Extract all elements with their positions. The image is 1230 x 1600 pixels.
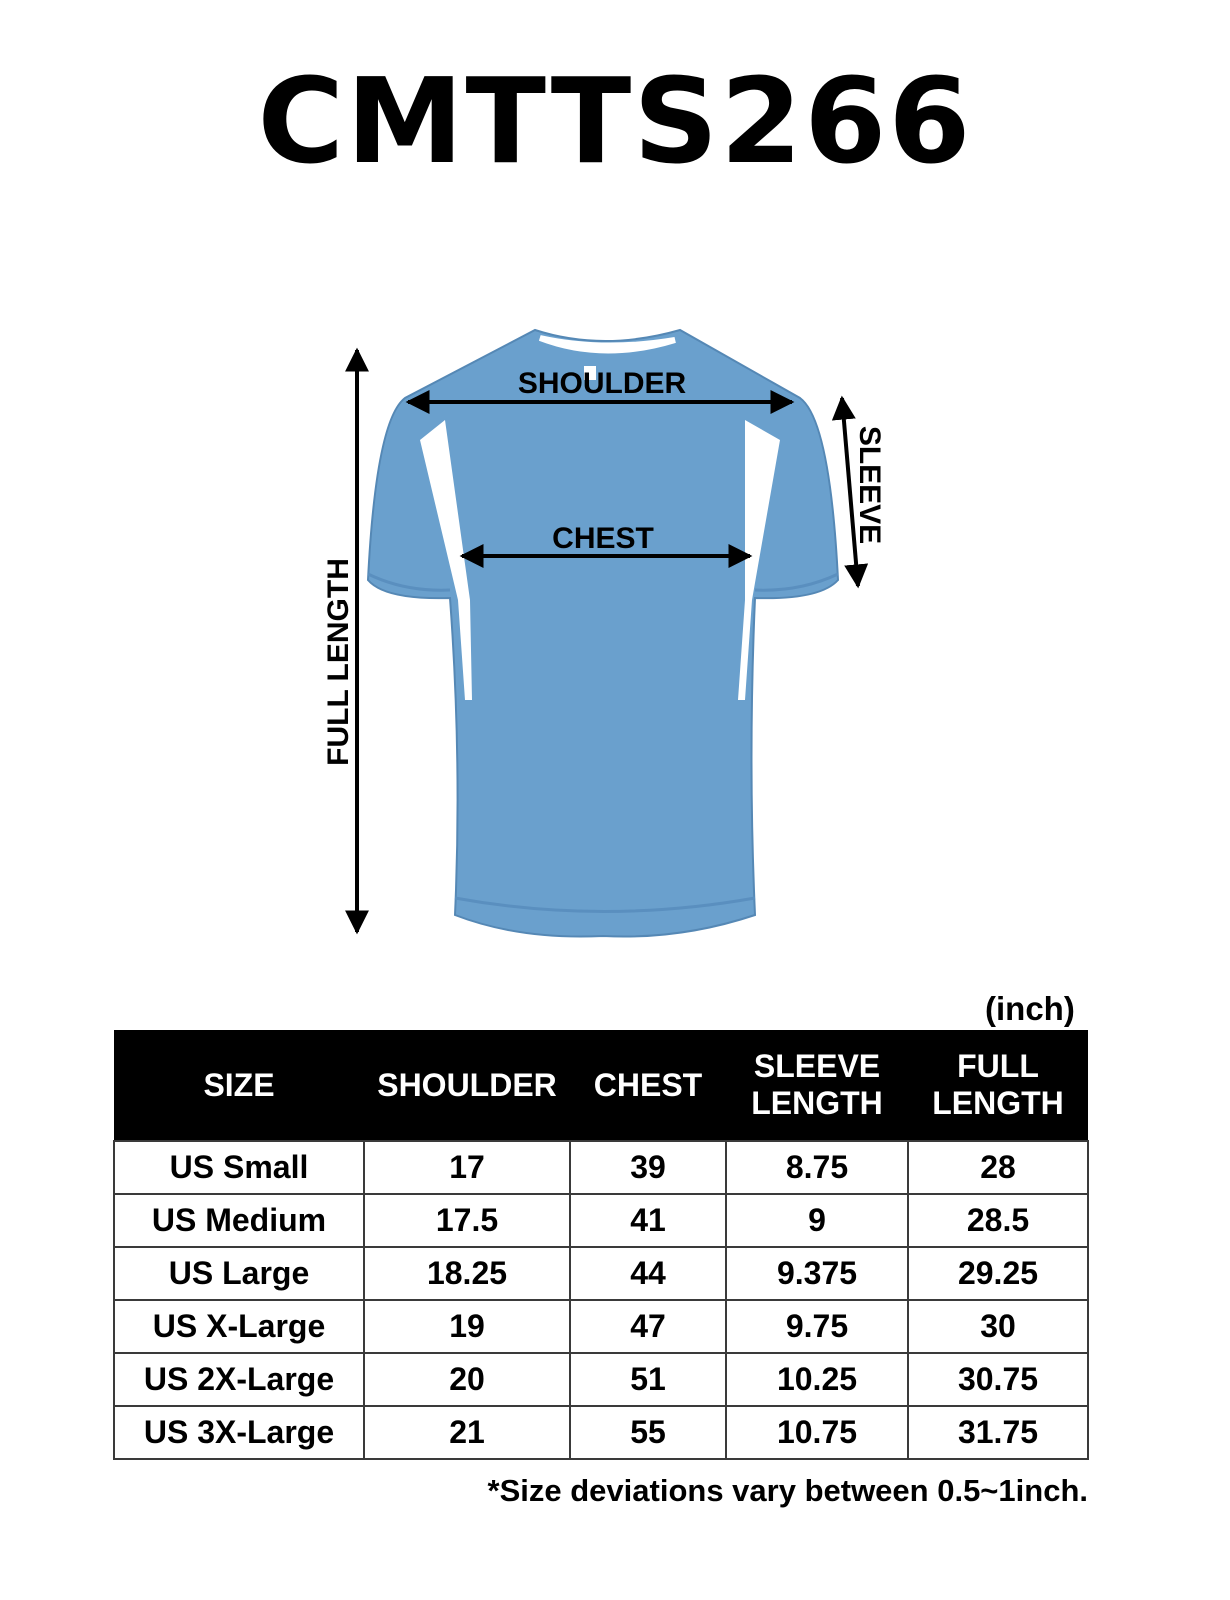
shoulder-cell: 20 <box>364 1353 570 1406</box>
shoulder-cell: 17.5 <box>364 1194 570 1247</box>
shoulder-cell: 19 <box>364 1300 570 1353</box>
size-cell: US 2X-Large <box>114 1353 364 1406</box>
size-deviation-note: *Size deviations vary between 0.5~1inch. <box>487 1473 1088 1508</box>
chest-cell: 44 <box>570 1247 726 1300</box>
full-length-cell: 30 <box>908 1300 1088 1353</box>
full-length-cell: 30.75 <box>908 1353 1088 1406</box>
table-row <box>114 1141 1088 1194</box>
sleeve-length-cell: 9.375 <box>726 1247 908 1300</box>
shoulder-label: SHOULDER <box>517 367 687 400</box>
chest-cell: 51 <box>570 1353 726 1406</box>
chest-label: CHEST <box>552 522 654 555</box>
size-cell: US Small <box>114 1141 364 1194</box>
header-shoulder: SHOULDER <box>364 1030 570 1141</box>
shoulder-cell: 18.25 <box>364 1247 570 1300</box>
shoulder-cell: 21 <box>364 1406 570 1459</box>
full-length-cell: 31.75 <box>908 1406 1088 1459</box>
sleeve-length-cell: 9 <box>726 1194 908 1247</box>
sleeve-label: SLEEVE <box>853 425 886 545</box>
sleeve-length-cell: 10.75 <box>726 1406 908 1459</box>
sleeve-length-cell: 9.75 <box>726 1300 908 1353</box>
unit-label: (inch) <box>985 990 1075 1027</box>
size-chart-table <box>113 1030 1089 1460</box>
table-row <box>114 1247 1088 1300</box>
size-cell: US Large <box>114 1247 364 1300</box>
full-length-cell: 28 <box>908 1141 1088 1194</box>
full-length-cell: 28.5 <box>908 1194 1088 1247</box>
header-size: SIZE <box>114 1030 364 1141</box>
table-header-row <box>114 1030 1088 1141</box>
header-full-length: FULL LENGTH <box>908 1030 1088 1141</box>
chest-cell: 47 <box>570 1300 726 1353</box>
sleeve-length-cell: 8.75 <box>726 1141 908 1194</box>
header-chest: CHEST <box>570 1030 726 1141</box>
chest-cell: 55 <box>570 1406 726 1459</box>
table-row <box>114 1406 1088 1459</box>
size-cell: US 3X-Large <box>114 1406 364 1459</box>
table-row <box>114 1194 1088 1247</box>
chest-cell: 39 <box>570 1141 726 1194</box>
header-sleeve-length: SLEEVE LENGTH <box>726 1030 908 1141</box>
product-code-title: CMTTS266 <box>257 52 973 190</box>
full-length-cell: 29.25 <box>908 1247 1088 1300</box>
table-row <box>114 1353 1088 1406</box>
sleeve-length-cell: 10.25 <box>726 1353 908 1406</box>
table-row <box>114 1300 1088 1353</box>
size-cell: US Medium <box>114 1194 364 1247</box>
full-length-label: FULL LENGTH <box>322 558 355 766</box>
shoulder-cell: 17 <box>364 1141 570 1194</box>
chest-cell: 41 <box>570 1194 726 1247</box>
size-cell: US X-Large <box>114 1300 364 1353</box>
tshirt-illustration <box>368 330 838 937</box>
